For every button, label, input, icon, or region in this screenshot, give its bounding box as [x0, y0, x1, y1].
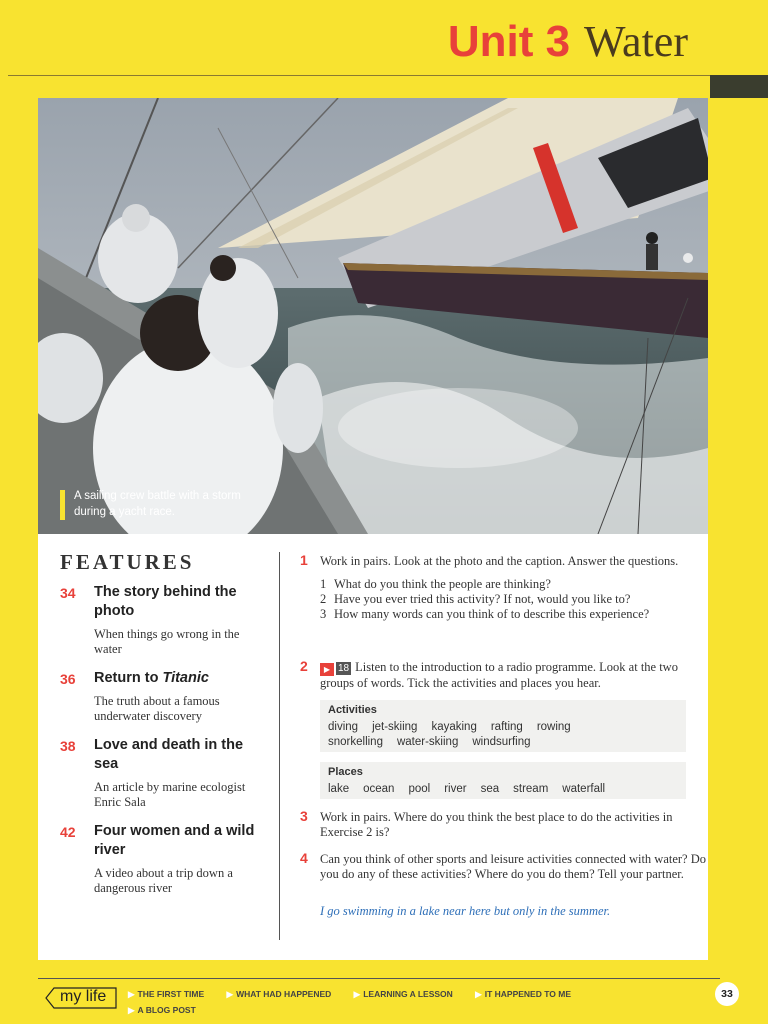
feature-item[interactable] [60, 822, 270, 896]
arrow-right-icon: ▶ [128, 1005, 135, 1015]
feature-description: The truth about a famous underwater discovery [94, 694, 220, 723]
features-list [60, 550, 270, 908]
activity-word[interactable]: kayaking [431, 721, 477, 733]
caption-text: A sailing crew battle with a storm during a yacht race. [74, 490, 241, 518]
activities-row [328, 720, 678, 735]
my-life-text: my life [60, 988, 107, 1005]
exercise-instructions [320, 660, 710, 691]
footer-link-label: WHAT HAD HAPPENED [236, 989, 332, 999]
feature-title: The story behind the photo [94, 584, 237, 619]
question-item [320, 607, 710, 622]
exercise-instructions: Work in pairs. Look at the photo and the caption. Answer the questions. [320, 554, 679, 568]
question-number: 1 [320, 577, 327, 591]
feature-title-prefix: Return to [94, 670, 163, 686]
yacht-illustration [38, 98, 708, 534]
unit-name: Water [584, 17, 688, 66]
question-item [320, 592, 710, 607]
title-rule [8, 75, 738, 76]
footer-links [128, 986, 648, 1018]
places-box [320, 762, 686, 799]
footer-link-label: IT HAPPENED TO ME [484, 989, 571, 999]
place-word[interactable]: river [444, 783, 467, 795]
unit-number: Unit 3 [447, 17, 571, 66]
place-word[interactable]: sea [480, 783, 500, 795]
feature-title-emphasis: Titanic [162, 670, 209, 686]
exercise-instructions: Work in pairs. Where do you think the best place to do the activities in Exercise 2 is? [320, 810, 673, 839]
caption-marker [60, 490, 65, 520]
place-word[interactable]: lake [328, 783, 350, 795]
footer-link-label: LEARNING A LESSON [363, 989, 453, 999]
feature-description: An article by marine ecologist Enric Sala [94, 780, 246, 809]
activity-word[interactable]: rafting [490, 721, 523, 733]
exercise-instructions-text: Listen to the introduction to a radio programme. Look at the two groups of words. Tick the activities and places you hear. [320, 660, 678, 690]
feature-title: Love and death in the sea [94, 737, 244, 772]
footer-link[interactable] [128, 989, 214, 999]
my-life-logo [44, 986, 118, 1010]
place-word[interactable]: pool [408, 783, 431, 795]
feature-page-number: 34 [60, 585, 76, 601]
activity-word[interactable]: jet-skiing [372, 721, 418, 733]
exercise-2 [300, 660, 710, 691]
place-word[interactable]: stream [513, 783, 549, 795]
feature-item[interactable] [60, 669, 270, 724]
exercise-3 [300, 810, 710, 840]
exercise-4 [300, 852, 710, 882]
feature-description: A video about a trip down a dangerous river [94, 866, 233, 895]
example-sentence: I go swimming in a lake near here but only in the summer. [320, 904, 611, 918]
exercise-instructions: Can you think of other sports and leisure activities connected with water? Do you do any of these activities? Where do you do them? Tell your partner. [320, 852, 707, 881]
question-list [320, 577, 710, 622]
feature-page-number: 38 [60, 738, 76, 754]
arrow-right-icon: ▶ [226, 989, 234, 999]
feature-description: When things go wrong in the water [94, 627, 240, 656]
footer-link[interactable] [475, 989, 581, 999]
footer-rule [38, 978, 720, 979]
place-word[interactable]: ocean [363, 783, 395, 795]
activities-box [320, 700, 686, 752]
feature-title [94, 669, 270, 688]
feature-page-number: 36 [60, 671, 76, 687]
question-item [320, 577, 710, 592]
unit-title [448, 16, 688, 67]
footer-link-label: A BLOG POST [137, 1005, 196, 1015]
exercise-1 [300, 554, 710, 622]
edge-tab [710, 75, 768, 98]
footer-link[interactable] [128, 1005, 206, 1015]
question-text: Have you ever tried this activity? If not, would you like to? [334, 592, 631, 606]
place-word[interactable]: waterfall [562, 783, 606, 795]
exercise-number: 4 [300, 850, 308, 866]
footer-link[interactable] [227, 989, 342, 999]
activities-row [328, 735, 678, 750]
feature-page-number: 42 [60, 824, 76, 840]
feature-title: Four women and a wild river [94, 823, 255, 858]
arrow-right-icon: ▶ [353, 989, 361, 999]
audio-track-number: 18 [338, 663, 350, 674]
feature-item[interactable] [60, 736, 270, 810]
places-heading: Places [328, 766, 363, 778]
activity-word[interactable]: rowing [536, 721, 571, 733]
question-number: 2 [320, 592, 327, 606]
question-number: 3 [320, 607, 327, 621]
activities-heading: Activities [328, 704, 377, 716]
activity-word[interactable]: snorkelling [328, 736, 383, 748]
exercise-number: 3 [300, 808, 308, 824]
arrow-right-icon: ▶ [475, 989, 482, 999]
activity-word[interactable]: water-skiing [396, 736, 459, 748]
arrow-right-icon: ▶ [128, 989, 135, 999]
audio-play-icon[interactable]: ▶ [320, 663, 334, 676]
activity-word[interactable]: windsurfing [472, 736, 531, 748]
feature-item[interactable] [60, 583, 270, 657]
exercise-number: 1 [300, 552, 308, 568]
page-number: 33 [715, 982, 739, 1006]
activity-word[interactable]: diving [328, 721, 359, 733]
column-divider [279, 552, 280, 940]
question-text: What do you think the people are thinking? [334, 577, 551, 591]
yacht-photo [38, 98, 708, 534]
photo-caption [60, 488, 254, 520]
footer-link[interactable] [354, 989, 463, 999]
question-text: How many words can you think of to describe this experience? [334, 607, 650, 621]
features-heading: FEATURES [60, 550, 195, 574]
places-row [328, 782, 678, 797]
exercise-number: 2 [300, 658, 308, 674]
footer-link-label: THE FIRST TIME [137, 989, 205, 999]
